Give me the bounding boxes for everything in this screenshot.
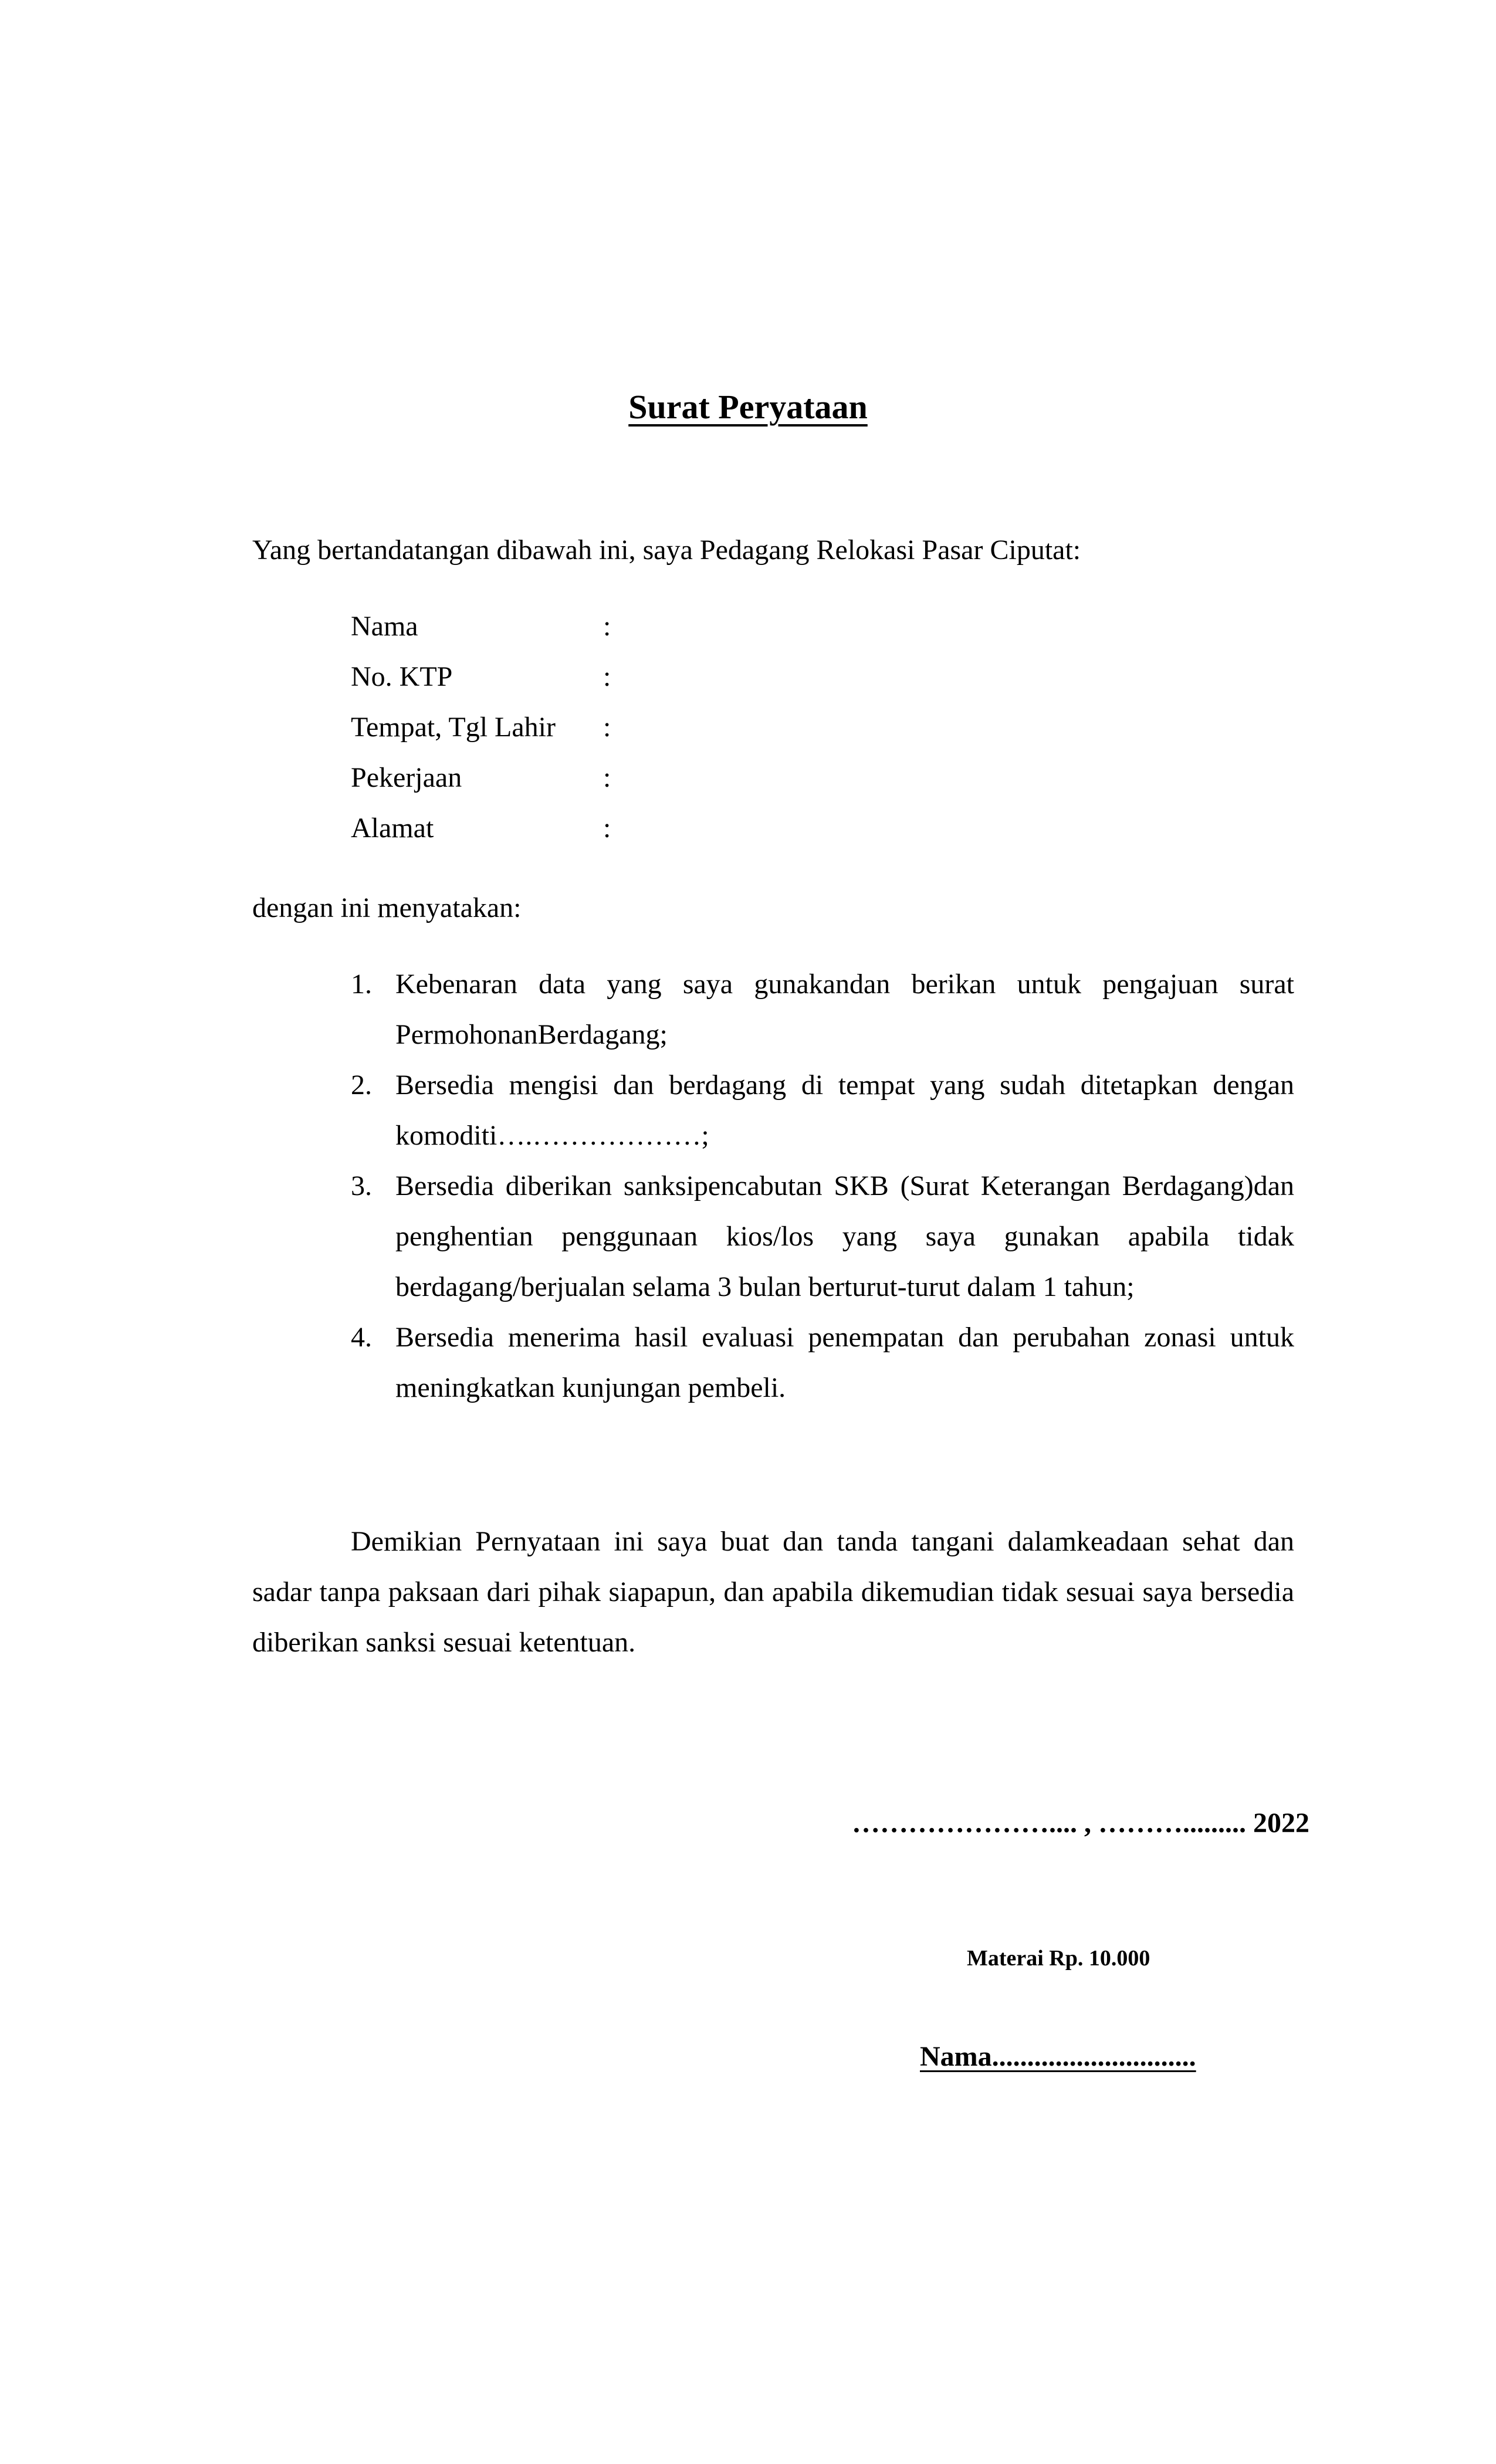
field-colon: :	[603, 813, 611, 844]
field-row-nama	[351, 601, 627, 652]
list-item	[351, 959, 1294, 1060]
field-label: Tempat, Tgl Lahir	[351, 712, 556, 743]
list-item	[351, 1060, 1294, 1161]
list-item	[351, 1312, 1294, 1413]
list-number: 3.	[351, 1170, 372, 1201]
list-number: 2.	[351, 1069, 372, 1101]
list-number: 1.	[351, 969, 372, 1000]
field-colon: :	[603, 661, 611, 692]
identity-fields	[351, 601, 627, 854]
list-item	[351, 1161, 1294, 1312]
field-label: No. KTP	[351, 661, 453, 692]
field-label: Pekerjaan	[351, 762, 462, 793]
stamp-duty-note: Materai Rp. 10.000	[967, 1946, 1150, 1971]
field-row-no-ktp	[351, 652, 627, 702]
field-colon: :	[603, 611, 611, 642]
list-text: Kebenaran data yang saya gunakandan berikan untuk pengajuan surat PermohonanBerdagang;	[395, 969, 1294, 1050]
signature-name: Nama.............................	[920, 2041, 1196, 2072]
field-label: Alamat	[351, 813, 434, 844]
list-text: Bersedia menerima hasil evaluasi penempatan dan perubahan zonasi untuk meningkatkan kunjungan pembeli.	[395, 1322, 1294, 1403]
intro-paragraph: Yang bertandatangan dibawah ini, saya Pedagang Relokasi Pasar Ciputat:	[252, 534, 1081, 566]
field-colon: :	[603, 712, 611, 743]
closing-paragraph: Demikian Pernyataan ini saya buat dan tanda tangani dalamkeadaan sehat dan sadar tanpa paksaan dari pihak siapapun, dan apabila dikemudian tidak sesuai saya bersedia diberikan sanksi sesuai ketentuan.	[252, 1526, 1294, 1658]
place-date-line: ………………….... , ………......... 2022	[852, 1808, 1309, 1839]
field-label: Nama	[351, 611, 418, 642]
field-row-pekerjaan	[351, 753, 627, 803]
field-row-tempat-tgl-lahir	[351, 702, 627, 753]
statement-list	[351, 959, 1294, 1413]
list-text: Bersedia mengisi dan berdagang di tempat yang sudah ditetapkan dengan komoditi….………………;	[395, 1069, 1294, 1151]
document-title: Surat Peryataan	[628, 388, 868, 426]
list-number: 4.	[351, 1322, 372, 1353]
field-row-alamat	[351, 803, 627, 854]
field-colon: :	[603, 762, 611, 793]
list-text: Bersedia diberikan sanksipencabutan SKB (Surat Keterangan Berdagang)dan penghentian penggunaan kios/los yang saya gunakan apabila tidak berdagang/berjualan selama 3 bulan berturut-turut dalam 1 tahun;	[395, 1170, 1294, 1302]
declaration-intro: dengan ini menyatakan:	[252, 892, 522, 923]
